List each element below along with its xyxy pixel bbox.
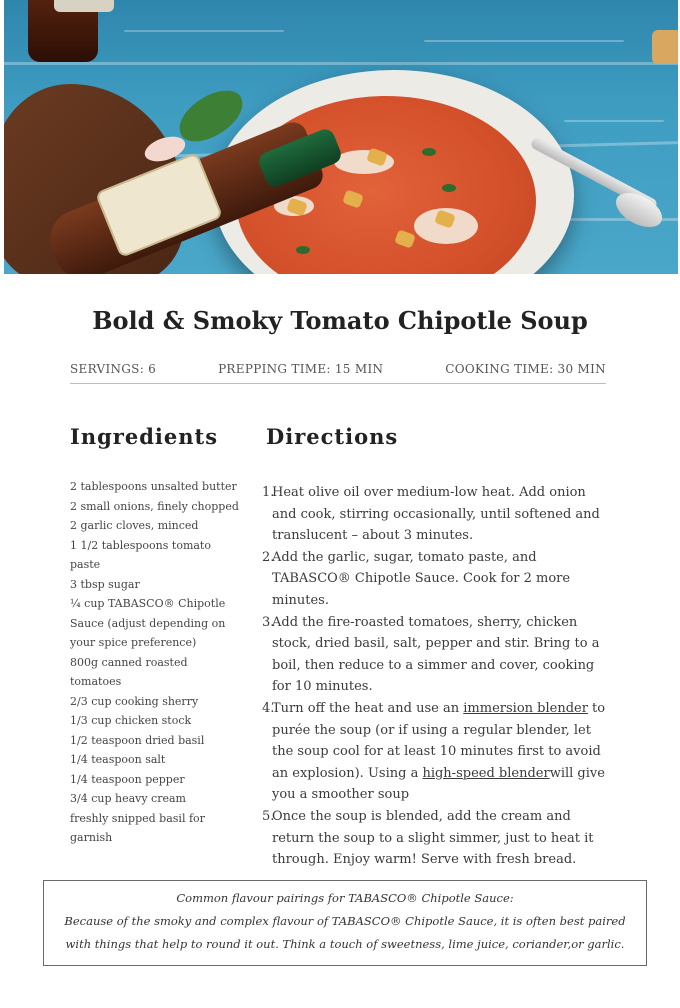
step-number: 5. (262, 808, 275, 824)
wood-streak (124, 30, 284, 32)
ingredient-item: 1 1/2 tablespoons tomato paste (70, 538, 211, 571)
step-text: Add the garlic, sugar, tomato paste, and TABASCO® Chipotle Sauce. Cook for 2 more minutes. (272, 549, 571, 608)
step-number: 1. (262, 485, 275, 500)
step-text: Once the soup is blended, add the cream and return the soup to a slight simmer, just to heat it through. Enjoy warm! Serve with fresh bread. (272, 808, 594, 868)
ingredient-item: freshly snipped basil for garnish (70, 811, 205, 844)
immersion-blender-link[interactable]: immersion blender (463, 700, 588, 716)
recipe-title: Bold & Smoky Tomato Chipotle Soup (92, 306, 588, 335)
note-line: Because of the smoky and complex flavour of TABASCO® Chipotle Sauce, it is often best paired (64, 914, 626, 928)
ingredient-item: 3 tbsp sugar (70, 577, 140, 591)
step-text: Heat olive oil over medium-low heat. Add onion and cook, stirring occasionally, until softened and translucent – about 3 minutes. (272, 485, 600, 544)
step-number: 2. (262, 549, 275, 565)
step-text-part: to purée the soup (or if using a regular blender, let the soup cool for at least 10 minutes first to avoid an explosion). Using a (272, 700, 606, 781)
ingredient-item: 800g canned roasted tomatoes (70, 655, 188, 688)
ingredient-item: 2 garlic cloves, minced (70, 519, 199, 532)
ingredient-item: 1/2 teaspoon dried basil (70, 733, 205, 747)
direction-step (262, 612, 612, 698)
cooking-time: COOKING TIME: 30 MIN (445, 362, 606, 376)
step-text: Add the fire-roasted tomatoes, sherry, chicken stock, dried basil, salt, pepper and stir. Bring to a boil, then reduce to a simmer and cover, cooking for 10 minutes. (272, 614, 600, 695)
direction-step (262, 482, 612, 547)
bread-piece (652, 30, 678, 64)
recipe-meta (70, 362, 606, 376)
high-speed-blender-link[interactable]: high-speed blender (422, 765, 550, 781)
table-plank (4, 62, 678, 65)
step-number: 4. (262, 700, 275, 716)
directions-heading: Directions (266, 424, 399, 449)
ingredient-item: 2 tablespoons unsalted butter (70, 480, 237, 493)
servings: SERVINGS: 6 (70, 362, 157, 376)
step-text-part: will give you a smoother soup (272, 765, 605, 803)
ingredients-list (70, 477, 240, 848)
herb-leaf (296, 246, 310, 254)
divider (70, 383, 606, 384)
ingredient-item: 1/3 cup chicken stock (70, 714, 192, 727)
note-line: Common flavour pairings for TABASCO® Chipotle Sauce: (176, 891, 514, 905)
hero-photo (4, 0, 678, 274)
wood-streak (564, 120, 664, 122)
ingredient-item: 1/4 teaspoon salt (70, 753, 166, 766)
wood-streak (424, 40, 624, 42)
small-bottle-cap (54, 0, 114, 12)
note-line: with things that help to round it out. Think a touch of sweetness, lime juice, coriander,or garlic. (65, 937, 625, 951)
prepping-time: PREPPING TIME: 15 MIN (218, 362, 384, 376)
herb-leaf (442, 184, 456, 192)
direction-step (262, 698, 612, 806)
ingredient-item: 2/3 cup cooking sherry (70, 694, 199, 708)
flavour-pairing-note (43, 880, 647, 966)
ingredient-item: 2 small onions, finely chopped (70, 499, 239, 513)
ingredient-item: 3/4 cup heavy cream (70, 792, 186, 805)
direction-step (262, 806, 612, 871)
directions-list (262, 482, 612, 871)
ingredient-item: ¼ cup TABASCO® Chipotle Sauce (adjust depending on your spice preference) (70, 597, 226, 649)
step-text-part: Turn off the heat and use an (272, 700, 464, 716)
step-number: 3. (262, 614, 275, 630)
ingredient-item: 1/4 teaspoon pepper (70, 772, 185, 786)
herb-leaf (422, 148, 436, 156)
ingredients-heading: Ingredients (70, 424, 219, 449)
step-text (272, 698, 612, 806)
direction-step (262, 547, 612, 612)
